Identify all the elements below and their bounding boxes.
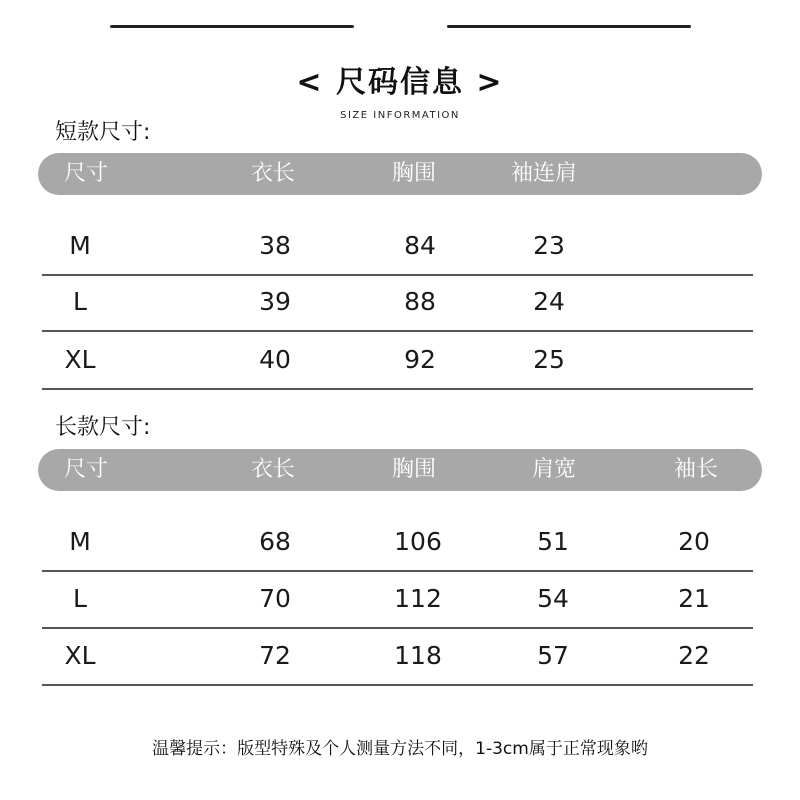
long-header-chest: 胸围 — [392, 457, 437, 482]
decorative-line-left — [110, 25, 354, 28]
value-cell: 112 — [394, 584, 442, 613]
short-header-size: 尺寸 — [64, 161, 109, 186]
value-cell: 25 — [533, 345, 565, 374]
size-cell: L — [73, 287, 87, 316]
value-cell: 39 — [259, 287, 291, 316]
value-cell: 88 — [404, 287, 436, 316]
value-cell: 21 — [678, 584, 710, 613]
size-cell: M — [69, 231, 91, 260]
decorative-line-right — [447, 25, 691, 28]
long-header-size: 尺寸 — [64, 457, 109, 482]
value-cell: 23 — [533, 231, 565, 260]
value-cell: 118 — [394, 641, 442, 670]
page-subtitle: SIZE INFORMATION — [340, 110, 460, 121]
long-header-shoulder: 肩宽 — [532, 457, 577, 482]
size-cell: L — [73, 584, 87, 613]
long-header-length: 衣长 — [251, 457, 296, 482]
value-cell: 106 — [394, 527, 442, 556]
row-divider — [42, 388, 753, 390]
short-header-chest: 胸围 — [392, 161, 437, 186]
short-section-title: 短款尺寸: — [55, 120, 151, 145]
value-cell: 68 — [259, 527, 291, 556]
long-section-title: 长款尺寸: — [55, 415, 151, 440]
table-row — [42, 571, 753, 629]
short-header-sleeve-shoulder: 袖连肩 — [511, 161, 578, 186]
value-cell: 57 — [537, 641, 569, 670]
measurement-note: 温馨提示：版型特殊及个人测量方法不同，1-3cm属于正常现象哟 — [152, 739, 648, 759]
value-cell: 40 — [259, 345, 291, 374]
value-cell: 38 — [259, 231, 291, 260]
table-row — [42, 628, 753, 686]
page-title: < 尺码信息 > — [296, 65, 504, 100]
short-table-header — [38, 153, 762, 195]
table-row — [42, 218, 753, 276]
value-cell: 24 — [533, 287, 565, 316]
value-cell: 20 — [678, 527, 710, 556]
short-header-length: 衣长 — [251, 161, 296, 186]
long-table-header — [38, 449, 762, 491]
size-cell: XL — [64, 345, 96, 374]
table-row — [42, 514, 753, 572]
table-row — [42, 332, 753, 390]
table-row — [42, 274, 753, 332]
size-cell: M — [69, 527, 91, 556]
value-cell: 84 — [404, 231, 436, 260]
value-cell: 51 — [537, 527, 569, 556]
value-cell: 70 — [259, 584, 291, 613]
value-cell: 54 — [537, 584, 569, 613]
size-cell: XL — [64, 641, 96, 670]
long-header-sleeve: 袖长 — [674, 457, 719, 482]
value-cell: 72 — [259, 641, 291, 670]
row-divider — [42, 684, 753, 686]
value-cell: 22 — [678, 641, 710, 670]
value-cell: 92 — [404, 345, 436, 374]
